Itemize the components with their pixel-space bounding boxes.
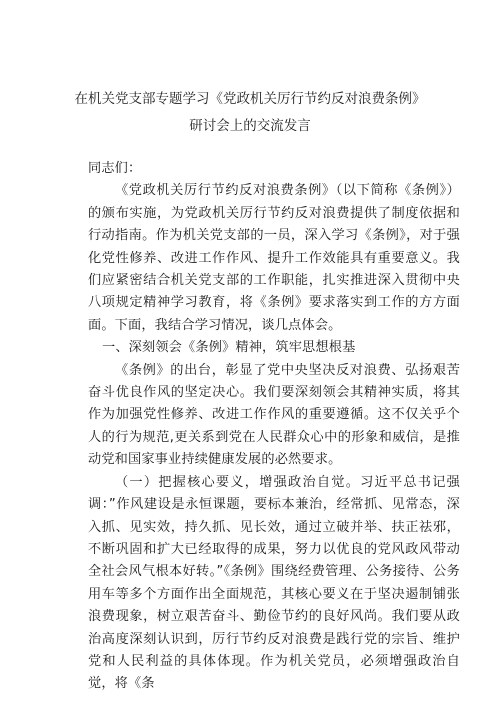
section-heading-1: 一、深刻领会《条例》精神，筑牢思想根基 (102, 340, 356, 356)
document-title-line-1: 在机关党支部专题学习《党政机关厉行节约反对浪费条例》 (74, 91, 426, 107)
section-1-paragraph: 《条例》的出台，彰显了党中央坚决反对浪费、弘扬艰苦奋斗优良作风的坚定决心。我们要深刻领会其精神实质，将其作为加强党性修养、改进工作作风的重要遵循。这不仅关乎个人的行为规范,更关系到党在人民群众心中的形象和威信，是推动党和国家事业持续健康发展的必然要求。 (88, 362, 460, 468)
document-title-line-2: 研讨会上的交流发言 (189, 118, 311, 134)
salutation: 同志们： (88, 161, 142, 176)
intro-paragraph: 《党政机关厉行节约反对浪费条例》（以下简称《条例》）的颁布实施，为党政机关厉行节约反对浪费提供了制度依据和行动指南。作为机关党支部的一员，深入学习《条例》，对于强化党性修养、改进工作作风、提升工作效能具有重要意义。我们应紧密结合机关党支部的工作职能，扎实推进深入贯彻中央八项规定精神学习教育，将《条例》要求落实到工作的方方面面。下面，我结合学习情况，谈几点体会。 (88, 183, 460, 333)
subsection-1-paragraph: （一）把握核心要义，增强政治自觉。习近平总书记强调：”作风建设是永恒课题，要标本兼治，经常抓、见常态，深入抓、见实效，持久抓、见长效，通过立破并举、扶正祛邪，不断巩固和扩大已经取得的成果，努力以优良的党风政风带动全社会风气根本好转。”《条例》围绕经费管理、公务接待、公务用车等多个方面作出全面规范，其核心要义在于坚决遏制铺张浪费现象，树立艰苦奋斗、勤俭节约的良好风尚。我们要从政治高度深刻认识到，厉行节约反对浪费是践行党的宗旨、维护党和人民利益的具体体现。作为机关党员，必须增强政治自觉，将《条 (88, 474, 460, 692)
document-body (88, 158, 460, 696)
